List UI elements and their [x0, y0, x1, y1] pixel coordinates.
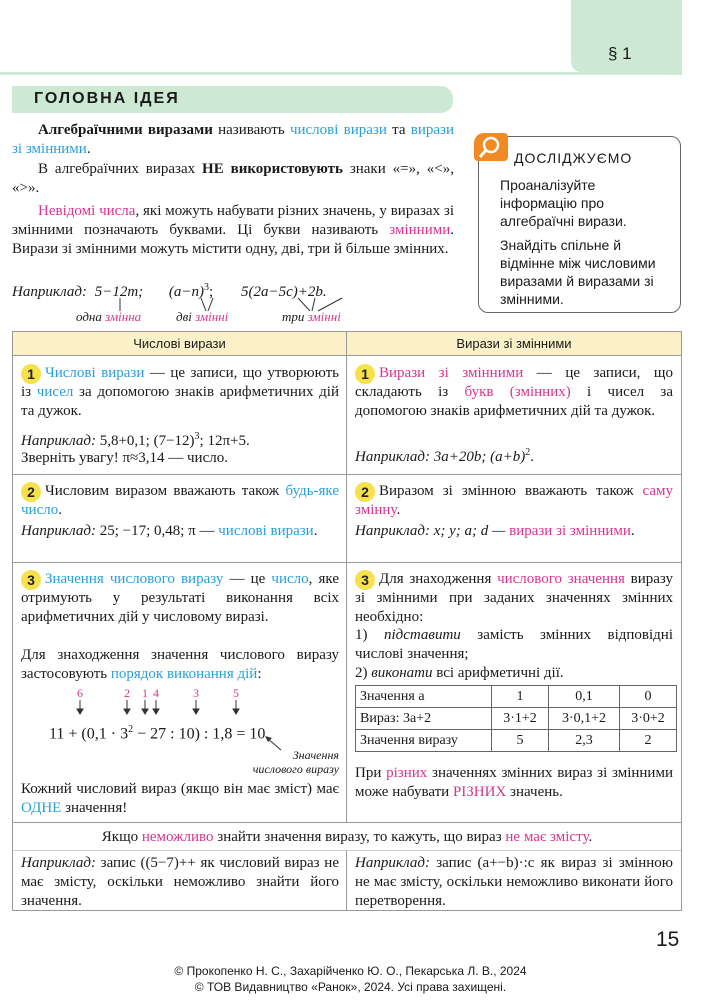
right-row3-step2: 2) виконати всі арифметичні дії. [355, 665, 564, 681]
main-idea-p1: Алгебраїчними виразами називають числові вирази та вирази зі змінними. [12, 122, 454, 157]
term-algebraic: Алгебраїчними виразами [38, 122, 213, 138]
left-row1-text: Числові вирази — це записи, що утворюють із чисел за допомогою знаків арифметичних дій та дужок. [21, 365, 340, 419]
left-row2-example: Наприклад: 25; −17; 0,48; π — числові вирази. [21, 523, 318, 539]
order-2: 2 [124, 686, 130, 700]
left-row1-note: Зверніть увагу! π≈3,14 — число. [21, 450, 228, 466]
copyright-line-1: © Прокопенко Н. С., Захарійченко Ю. О., Пекарська Л. В., 2024 [174, 964, 527, 978]
right-row3-text3: При різних значеннях змінних вираз зі змінними може набувати РІЗНИХ значень. [355, 765, 673, 800]
left-row3-number: 3 [21, 570, 41, 590]
header-rule [0, 72, 682, 75]
left-row3-text: Значення числового виразу — це число, яке отримують у результаті виконання всіх арифметичних дій у числовому виразі. [21, 571, 339, 625]
right-row3-number: 3 [355, 570, 375, 590]
comparison-table [12, 331, 682, 911]
left-row2-number: 2 [21, 482, 41, 502]
col-header-variable: Вирази зі змінними [456, 336, 572, 351]
left-row3-text2: Для знаходження значення числового виразу застосовують порядок виконання дій: [21, 647, 339, 682]
annotation-two: дві змінні [176, 309, 229, 324]
right-row2-number: 2 [355, 482, 375, 502]
order-arrows [73, 700, 253, 716]
term-numeric: числові вирази [289, 122, 387, 138]
main-idea-title: ГОЛОВНА ІДЕЯ [34, 90, 180, 107]
right-row3-text: Для знаходження числового значення виразу зі змінними при заданих значеннях змінних необхідно: [355, 571, 674, 625]
term-variable: вирази зі змінними [12, 122, 454, 157]
left-row2-text: Числовим виразом вважають також будь-яке число. [21, 483, 339, 518]
order-6: 6 [77, 686, 83, 700]
column-divider [346, 332, 347, 822]
row-divider-2 [13, 562, 681, 563]
order-expression: $11 + (0,1 \cdot 3^2 - 27$ : 10) : 1,8 = 10 [49, 724, 266, 743]
explore-p1: Проаналізуйте інформацію про алгебраїчні вирази. [500, 177, 627, 229]
example-one-var: 5−12m; [94, 284, 144, 300]
table-row: Значення виразу 5 2,3 2 [356, 730, 677, 752]
left-row1-example: Наприклад: 5,8+0,1; $(7-12)^3$; 12π+5. [21, 431, 250, 449]
explore-p2: Знайдіть спільне й відмінне між числовими виразами й виразами зі змінними. [500, 237, 656, 307]
column-divider-bottom [346, 850, 347, 910]
order-3: 3 [193, 686, 199, 700]
values-table [355, 685, 677, 752]
annotation-one: одна змінна [76, 309, 142, 324]
left-row3-text3: Кожний числовий вираз (якщо він має зміст) має ОДНЕ значення! [21, 781, 339, 816]
main-idea-p2: В алгебраїчних виразах НЕ використовують знаки «=», «<», «>». [12, 161, 454, 196]
section-label: § 1 [608, 44, 632, 63]
row-divider-3 [13, 822, 681, 823]
main-idea-examples: Наприклад: 5−12m; $(a-n)^3$; 5(2a−5c)+2b. [12, 282, 327, 300]
right-row2-text: Виразом зі змінною вважають також саму змінну. [355, 483, 673, 518]
order-4: 4 [153, 686, 159, 700]
right-row1-number: 1 [355, 364, 375, 384]
value-caption: Значення числового виразу [252, 748, 339, 776]
copyright-line-2: © ТОВ Видавництво «Ранок», 2024. Усі права захищені. [194, 980, 507, 994]
table-row: Значення a 1 0,1 0 [356, 686, 677, 708]
bottom-divider [13, 850, 681, 851]
page-number: 15 [656, 928, 680, 951]
order-5: 5 [233, 686, 239, 700]
right-row3-step1: 1) підставити замість змінних відповідні числові значення; [355, 627, 673, 662]
bottom-text: Якщо неможливо знайти значення виразу, то кажуть, що вираз не має змісту. [101, 829, 593, 845]
main-idea-p3: Невідомі числа, які можуть набувати різних значень, у виразах зі змінними позначають буквами. Ці букви називають змінними. Вирази зі змінними можуть містити одну, дві, три й більше змінних. [12, 203, 454, 257]
right-row1-text: Вирази зі змінними — це записи, що складають із букв (змінних) і чисел за допомогою знаків арифметичних дій та дужок. [355, 365, 673, 419]
left-row1-number: 1 [21, 364, 41, 384]
bottom-left-example: Наприклад: запис ((5−7)++ як числовий вираз не має змісту, оскільки неможливо знайти його значення. [21, 855, 339, 909]
annotation-three: три змінні [282, 309, 341, 324]
table-row: Вираз: 3a+2 3·1+2 3·0,1+2 3·0+2 [356, 708, 677, 730]
bottom-right-example: Наприклад: запис (a+−b)·:c як вираз зі змінною не має змісту, оскільки неможливо виконати його перетворення. [355, 855, 673, 909]
col-header-numeric: Числові вирази [133, 336, 226, 351]
magnifier-icon [474, 133, 508, 161]
order-1: 1 [142, 686, 148, 700]
right-row1-example: Наприклад: 3a+20b; $(a+b)^2$. [355, 447, 534, 465]
explore-title: ДОСЛІДЖУЄМО [514, 150, 633, 166]
example-three-var: 5(2a−5c)+2b. [240, 284, 327, 300]
row-divider-1 [13, 474, 681, 475]
example-two-var: (a−n) [168, 284, 205, 300]
right-row2-example: Наприклад: x; y; a; d — вирази зі змінними. [355, 523, 635, 539]
